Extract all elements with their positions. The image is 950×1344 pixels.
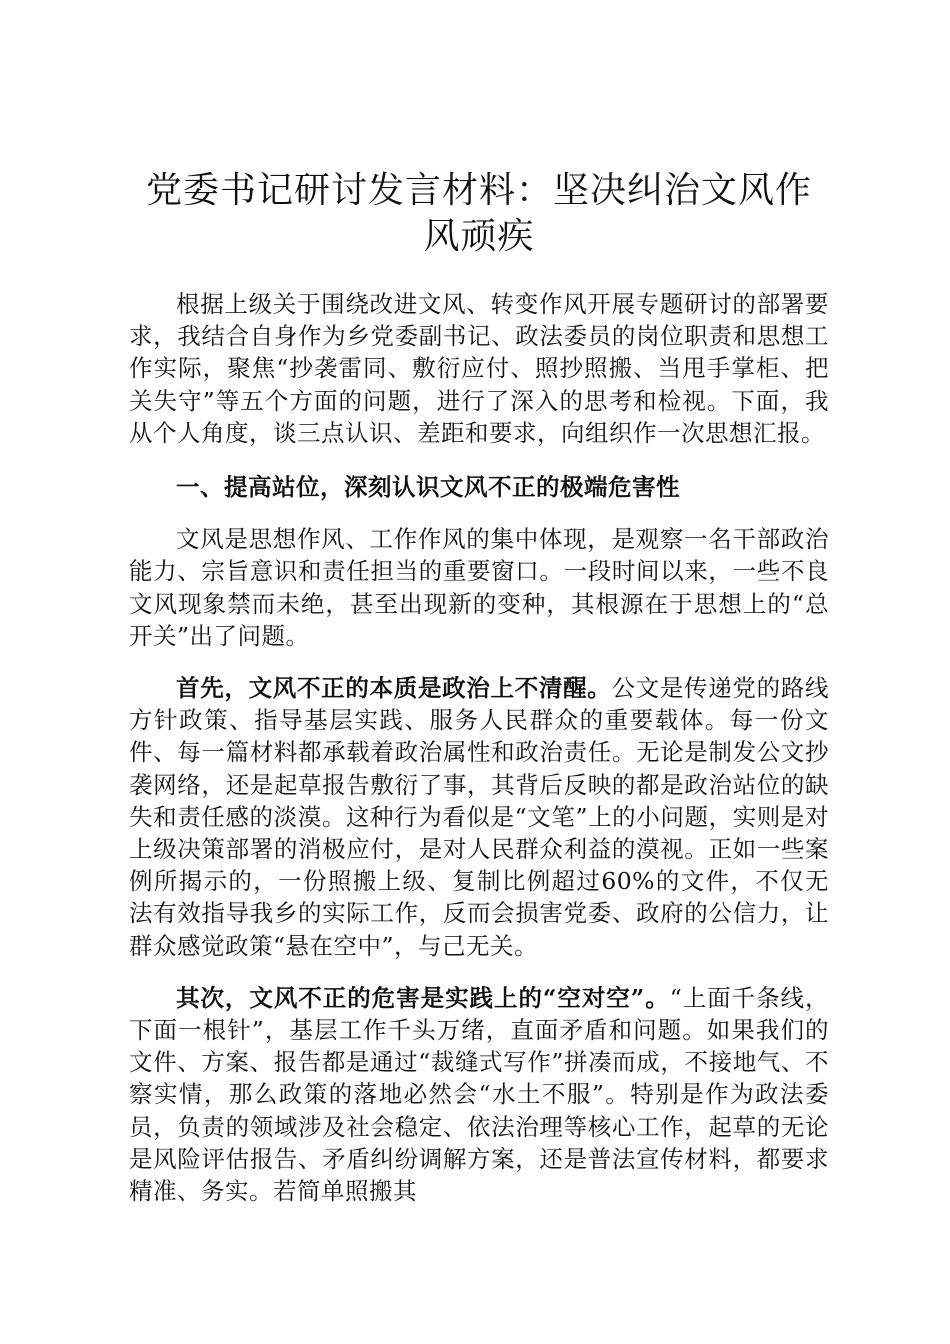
- section1-paragraph: 文风是思想作风、工作作风的集中体现，是观察一名干部政治能力、宗旨意识和责任担当的重要窗口。一段时间以来，一些不良文风现象禁而未绝，甚至出现新的变种，其根源在于思想上的“总开关”出了问题。: [129, 525, 829, 650]
- document-title: 党委书记研讨发言材料：坚决纠治文风作风顽疾: [145, 170, 812, 257]
- point1-paragraph: [129, 672, 829, 962]
- point2-body: “上面千条线，下面一根针”，基层工作千头万绪，直面矛盾和问题。如果我们的文件、方案、报告都是通过“裁缝式写作”拼凑而成，不接地气、不察实情，那么政策的落地必然会“水土不服”。特别是作为政法委员，负责的领域涉及社会稳定、依法治理等核心工作，起草的无论是风险评估报告、矛盾纠纷调解方案，还是普法宣传材料，都要求精准、务实。若简单照搬其: [129, 983, 829, 1206]
- intro-paragraph: 根据上级关于围绕改进文风、转变作风开展专题研讨的部署要求，我结合自身作为乡党委副书记、政法委员的岗位职责和思想工作实际，聚焦“抄袭雷同、敷衍应付、照抄照搬、当甩手掌柜、把关失守”等五个方面的问题，进行了深入的思考和检视。下面，我从个人角度，谈三点认识、差距和要求，向组织作一次思想汇报。: [129, 290, 829, 447]
- point1-lead: 首先，文风不正的本质是政治上不清醒。: [176, 674, 612, 703]
- point2-lead: 其次，文风不正的危害是实践上的“空对空”。: [176, 983, 670, 1012]
- point2-paragraph: [129, 982, 829, 1207]
- document-page: [129, 168, 829, 1207]
- section-heading-1: 一、提高站位，深刻认识文风不正的极端危害性: [176, 473, 680, 502]
- point1-body: 公文是传递党的路线方针政策、指导基层实践、服务人民群众的重要载体。每一份文件、每一篇材料都承载着政治属性和政治责任。无论是制发公文抄袭网络，还是起草报告敷衍了事，其背后反映的都是政治站位的缺失和责任感的淡漠。这种行为看似是“文笔”上的小问题，实则是对上级决策部署的消极应付，是对人民群众利益的漠视。正如一些案例所揭示的，一份照搬上级、复制比例超过60%的文件，不仅无法有效指导我乡的实际工作，反而会损害党委、政府的公信力，让群众感觉政策“悬在空中”，与己无关。: [129, 674, 830, 960]
